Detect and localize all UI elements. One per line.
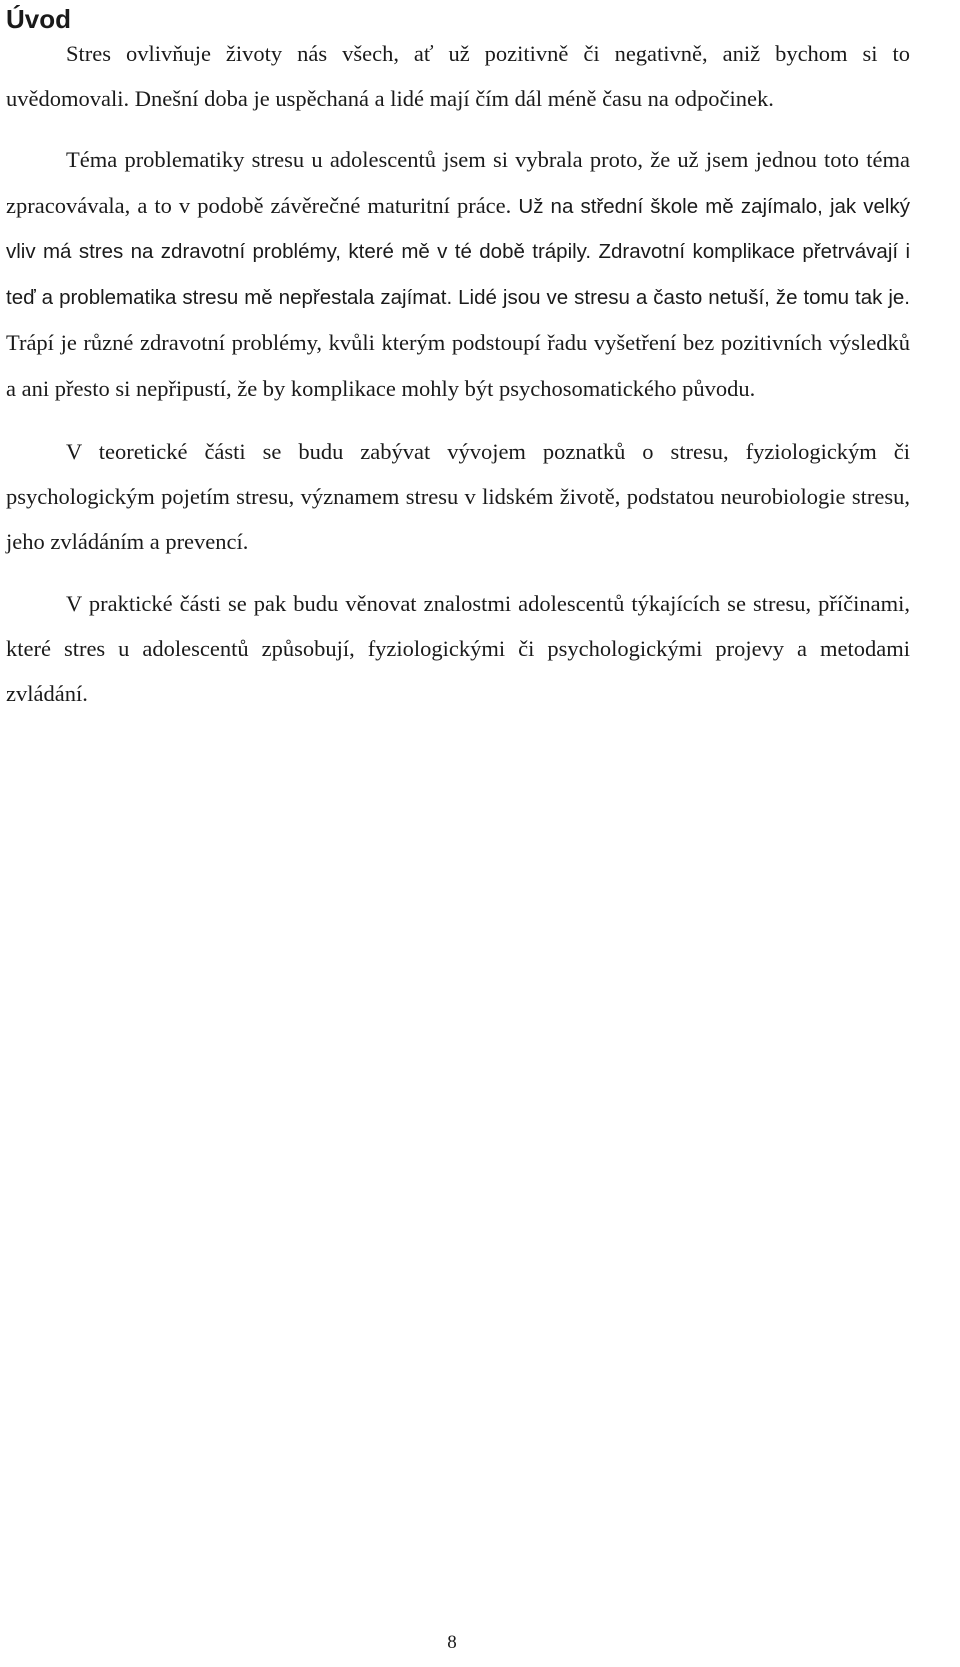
paragraph-practical-part: V praktické části se pak budu věnovat znalostmi adolescentů týkajících se stresu, příčinami, které stres u adolescentů způsobují, fyziologickými či psychologickými projevy a metodami zvládání. (6, 591, 910, 706)
paragraph-topic-choice (6, 137, 910, 412)
paragraph-topic-choice-tail: Trápí je různé zdravotní problémy, kvůli kterým podstoupí řadu vyšetření bez pozitivních výsledků a ani přesto si nepřipustí, že by komplikace mohly být psychosomatického původu. (6, 330, 910, 401)
paragraph-topic-choice-lead: Téma problematiky stresu u adolescentů jsem si vybrala proto, že už jsem jednou toto téma zpracovávala, a to v podobě závěrečné maturitní práce. (6, 147, 910, 218)
paragraph-theoretical-part: V teoretické části se budu zabývat vývojem poznatků o stresu, fyziologickým či psychologickým pojetím stresu, významem stresu v lidském životě, podstatou neurobiologie stresu, jeho zvládáním a prevencí. (6, 439, 910, 554)
document-page (6, 0, 910, 716)
paragraph-topic-choice-middle: Už na střední škole mě zajímalo, jak velký vliv má stres na zdravotní problémy, které mě v té době trápily. Zdravotní komplikace přetrvávají i teď a problematika stresu mě nepřestala zajímat. Lidé jsou ve stresu a často netuší, že tomu tak je. (6, 195, 910, 309)
page-number: 8 (447, 1632, 457, 1653)
paragraph-intro: Stres ovlivňuje životy nás všech, ať už pozitivně či negativně, aniž bychom si to uvědomovali. Dnešní doba je uspěchaná a lidé mají čím dál méně času na odpočinek. (6, 41, 910, 111)
chapter-heading: Úvod (6, 4, 71, 34)
